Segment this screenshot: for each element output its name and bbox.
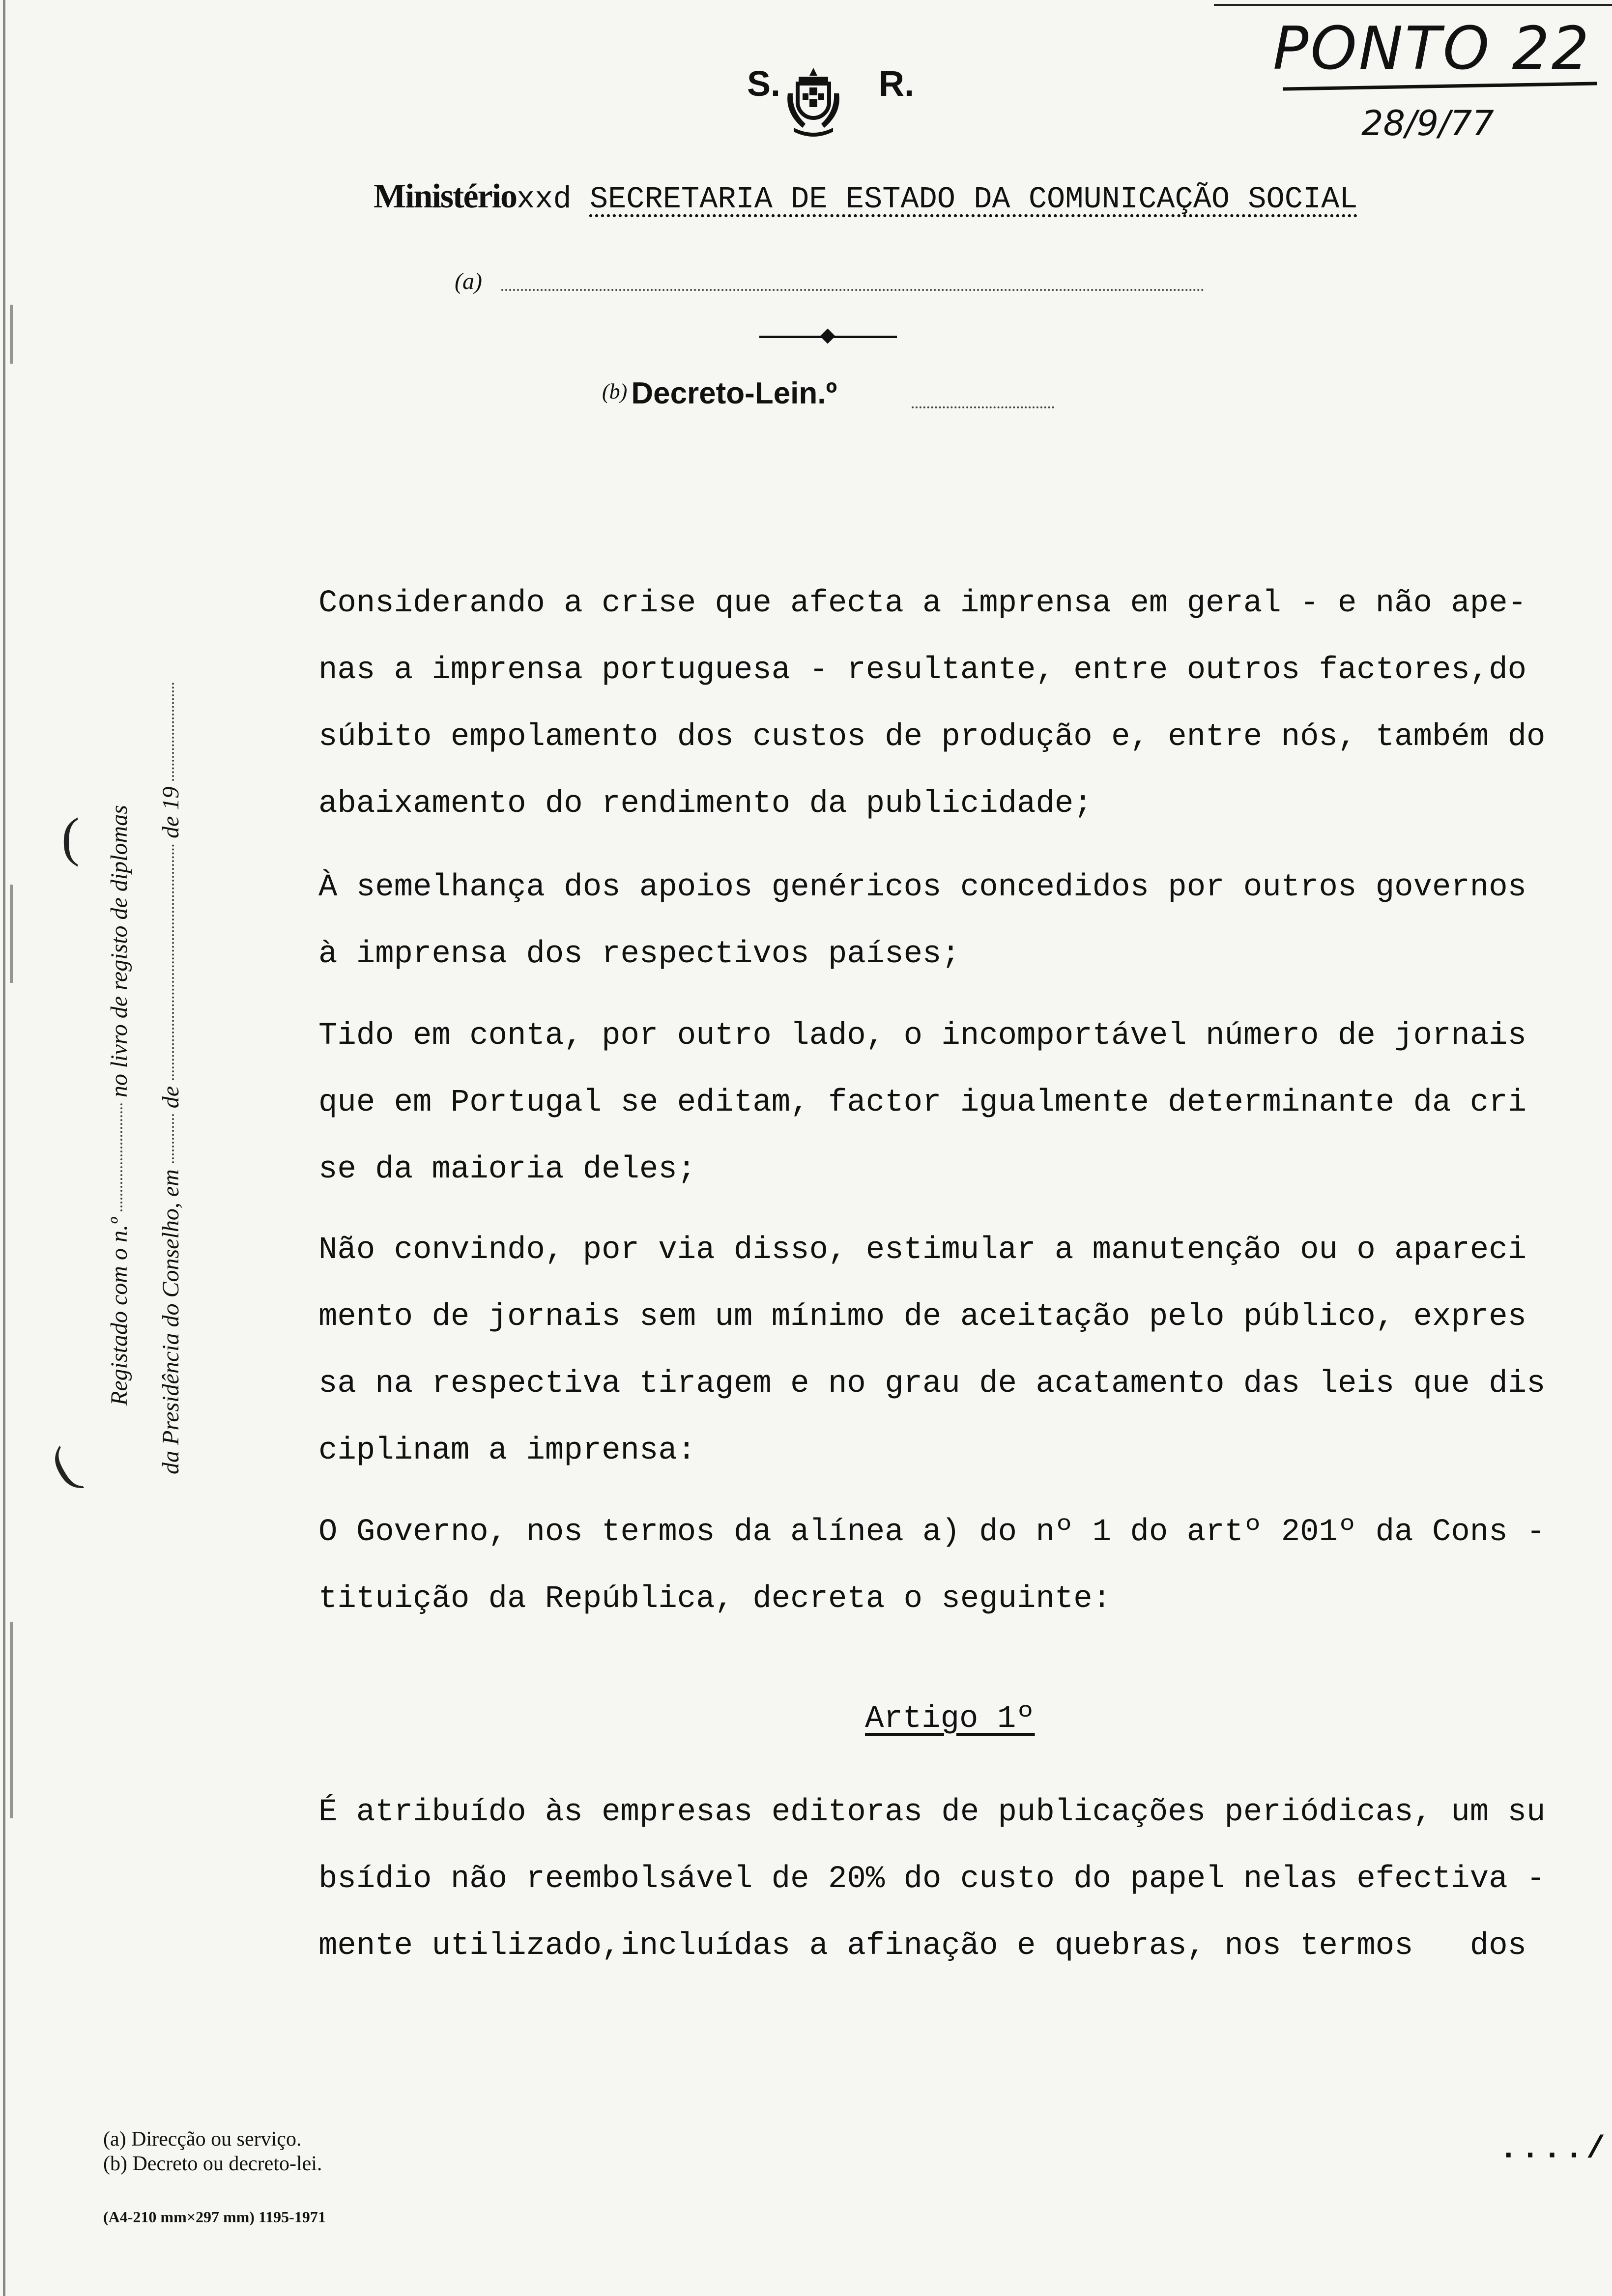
top-rule [1214, 4, 1612, 6]
margin-blank [172, 683, 174, 781]
ministry-line [374, 177, 1358, 217]
scan-edge-line [3, 0, 5, 2296]
text-line: Tido em conta, por outro lado, o incomportável número de jornais [318, 1018, 1526, 1054]
margin-registry-line-2 [157, 683, 184, 1474]
text-line: Não convindo, por via disso, estimular a manutenção ou o apareci [318, 1233, 1526, 1268]
text-line: que em Portugal se editam, factor igualmente determinante da cri [318, 1085, 1526, 1120]
state-mark-s: S. [747, 64, 781, 104]
text-line: abaixamento do rendimento da publicidade; [318, 786, 1093, 822]
text-line: bsídio não reembolsável de 20% do custo do papel nelas efectiva - [318, 1862, 1546, 1897]
margin-registry-text: Registado com o n.º [106, 1217, 132, 1406]
text-line: súbito empolamento dos custos de produção e, entre nós, também do [318, 719, 1546, 755]
margin-registry-text: de [158, 1086, 184, 1109]
handwritten-bracket: ( [61, 807, 80, 867]
margin-registry-text: no livro de registo de diplomas [106, 805, 132, 1098]
paragraph-preamble-2 [318, 854, 1596, 988]
article-heading: Artigo 1º [865, 1701, 1035, 1737]
text-line: tituição da República, decreta o seguinte: [318, 1581, 1112, 1617]
scan-speck [10, 885, 13, 983]
handwritten-underline [1283, 82, 1597, 90]
decree-line [602, 376, 837, 411]
state-mark-r: R. [879, 64, 915, 104]
decree-number-dotted-line [912, 406, 1054, 408]
paragraph-preamble-3 [318, 1003, 1596, 1203]
footnote-b: (b) Decreto ou decreto-lei. [103, 2152, 322, 2175]
text-line: se da maioria deles; [318, 1152, 696, 1187]
paragraph-preamble-1 [318, 570, 1596, 837]
text-line: Considerando a crise que afecta a imprensa em geral - e não ape- [318, 586, 1526, 621]
handwritten-bracket: ( [40, 1435, 86, 1497]
paragraph-enacting-clause [318, 1499, 1596, 1633]
field-a-dotted-line [501, 289, 1204, 291]
handwritten-date: 28/9/77 [1361, 103, 1494, 144]
continuation-mark: ..../ [1499, 2132, 1609, 2167]
margin-registry-text: da Presidência do Conselho, em [158, 1169, 184, 1474]
decree-label: Decreto-Lei [631, 376, 799, 410]
paragraph-article-1 [318, 1779, 1596, 1980]
department-name: SECRETARIA DE ESTADO DA COMUNICAÇÃO SOCIAL [589, 182, 1358, 217]
text-line: mento de jornais sem um mínimo de aceitação pelo público, expres [318, 1299, 1526, 1335]
margin-blank [172, 1114, 174, 1163]
margin-registry-line-1 [106, 805, 133, 1406]
text-line: nas a imprensa portuguesa - resultante, entre outros factores,do [318, 653, 1526, 688]
margin-registry-text: de 19 [158, 786, 184, 838]
text-line: à imprensa dos respectivos países; [318, 937, 960, 972]
margin-blank [172, 844, 174, 1080]
form-reference: (A4-210 mm×297 mm) 1195-1971 [103, 2208, 326, 2226]
text-line: O Governo, nos termos da alínea a) do nº 1 do artº 201º da Cons - [318, 1515, 1546, 1550]
decree-number-label: n.º [799, 376, 837, 410]
text-line: ciplinam a imprensa: [318, 1433, 696, 1468]
scan-speck [10, 1622, 13, 1818]
field-a-label: (a) [455, 268, 482, 294]
decree-b-marker: (b) [602, 379, 628, 403]
footnote-a: (a) Direcção ou serviço. [103, 2128, 302, 2151]
coat-of-arms-icon [784, 64, 843, 138]
divider-diamond [820, 328, 835, 344]
text-line: mente utilizado,incluídas a afinação e quebras, nos termos dos [318, 1928, 1526, 1964]
ministry-struck-word: Ministério [374, 177, 517, 215]
ministry-overtype: xxd [517, 182, 572, 217]
text-line: sa na respectiva tiragem e no grau de acatamento das leis que dis [318, 1366, 1546, 1402]
paragraph-preamble-4 [318, 1217, 1596, 1484]
scan-speck [10, 305, 13, 364]
text-line: É atribuído às empresas editoras de publicações periódicas, um su [318, 1795, 1546, 1830]
margin-blank [120, 1103, 122, 1211]
text-line: À semelhança dos apoios genéricos concedidos por outros governos [318, 870, 1526, 905]
handwritten-ponto: PONTO 22 [1273, 15, 1591, 83]
